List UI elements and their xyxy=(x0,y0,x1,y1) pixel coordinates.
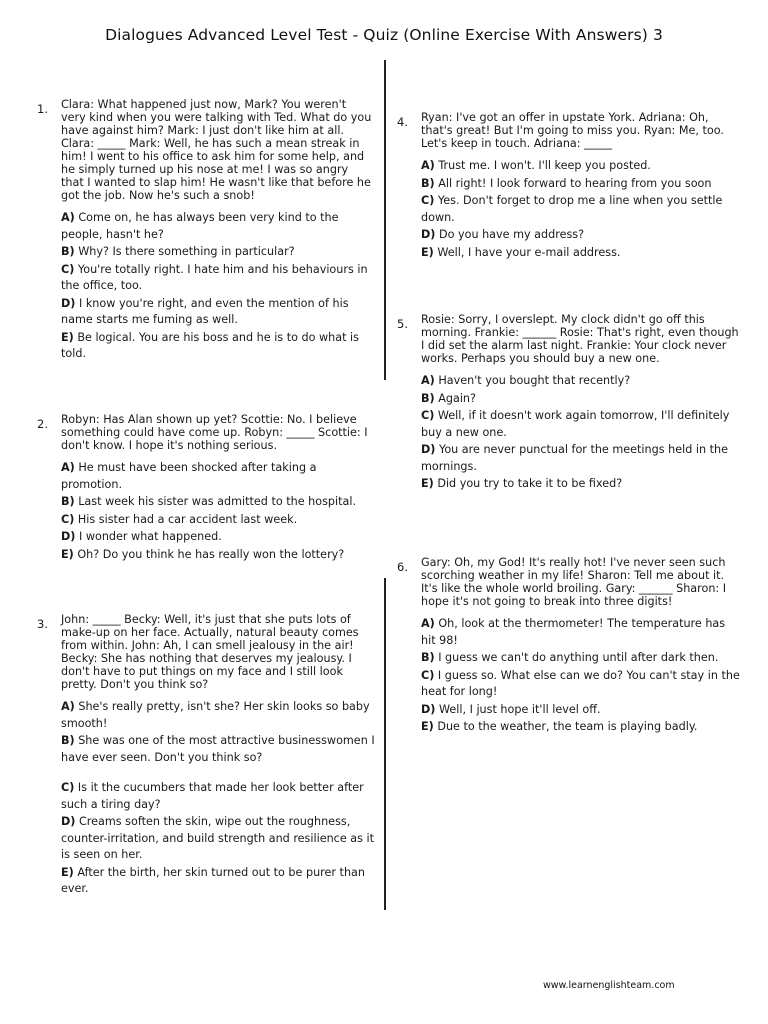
answer-option-b[interactable] xyxy=(61,244,373,261)
option-letter: A) xyxy=(421,159,435,172)
question-prompt: Gary: Oh, my God! It's really hot! I've never seen such scorching weather in my life! Sharon: Tell me about it. It's like the whole world broiling. Gary: ______ Sharon: I hope it's not going to break into three digits! xyxy=(421,556,727,608)
option-text: Yes. Don't forget to drop me a line when you settle down. xyxy=(421,194,723,224)
option-text: You are never punctual for the meetings held in the mornings. xyxy=(421,443,728,473)
answer-option-d[interactable] xyxy=(421,702,741,719)
answer-option-d[interactable] xyxy=(61,814,375,864)
option-text: She's really pretty, isn't she? Her skin looks so baby smooth! xyxy=(61,700,370,730)
option-letter: E) xyxy=(421,245,434,259)
option-letter: E) xyxy=(61,865,74,879)
option-letter: E) xyxy=(421,720,434,733)
option-letter: D) xyxy=(61,815,76,828)
option-letter: B) xyxy=(61,734,75,747)
answer-option-b[interactable] xyxy=(421,176,741,193)
question-4 xyxy=(397,111,741,262)
option-text: I know you're right, and even the mention of his name starts me fuming as well. xyxy=(61,296,349,326)
answer-option-e[interactable] xyxy=(421,719,741,736)
option-text: You're totally right. I hate him and his behaviours in the office, too. xyxy=(61,262,368,292)
option-letter: A) xyxy=(61,700,75,713)
option-letter: C) xyxy=(61,512,75,526)
option-letter: D) xyxy=(61,296,76,310)
answer-option-a[interactable] xyxy=(421,616,741,649)
column-divider-bottom xyxy=(384,578,386,910)
option-letter: A) xyxy=(61,461,75,474)
option-letter: B) xyxy=(61,245,75,258)
option-letter: D) xyxy=(61,530,76,543)
question-3 xyxy=(37,613,375,899)
option-text: Again? xyxy=(438,391,476,405)
answer-option-a[interactable] xyxy=(421,373,741,390)
question-number: 4. xyxy=(397,115,408,129)
answer-option-e[interactable] xyxy=(61,865,375,898)
option-text: Trust me. I won't. I'll keep you posted. xyxy=(438,159,651,172)
option-text: Did you try to take it to be fixed? xyxy=(437,477,623,490)
question-number: 5. xyxy=(397,317,408,331)
option-letter: D) xyxy=(421,228,436,241)
question-number: 1. xyxy=(37,102,48,116)
option-text: I guess so. What else can we do? You can't stay in the heat for long! xyxy=(421,668,740,698)
option-letter: C) xyxy=(421,668,435,682)
question-number: 2. xyxy=(37,417,48,431)
column-divider-top xyxy=(384,60,386,380)
option-letter: C) xyxy=(61,262,75,276)
answer-option-c[interactable] xyxy=(421,408,741,441)
option-letter: A) xyxy=(421,374,435,387)
option-text: Well, I just hope it'll level off. xyxy=(438,702,601,716)
option-text: Well, I have your e-mail address. xyxy=(437,245,621,259)
option-letter: E) xyxy=(61,330,74,344)
option-text: Haven't you bought that recently? xyxy=(438,374,631,387)
option-text: She was one of the most attractive businesswomen I have ever seen. Don't you think so? xyxy=(61,734,375,764)
option-text: Well, if it doesn't work again tomorrow, I'll definitely buy a new one. xyxy=(421,409,730,439)
answer-option-c[interactable] xyxy=(421,668,741,701)
footer-website-link[interactable]: www.learnenglishteam.com xyxy=(543,980,675,991)
option-text: Is it the cucumbers that made her look better after such a tiring day? xyxy=(61,781,364,811)
option-letter: D) xyxy=(421,702,436,716)
answer-option-d[interactable] xyxy=(61,296,373,329)
answer-option-c[interactable] xyxy=(61,780,375,813)
option-text: Due to the weather, the team is playing badly. xyxy=(437,720,698,733)
option-letter: E) xyxy=(421,477,434,490)
answer-option-b[interactable] xyxy=(421,650,741,667)
option-letter: C) xyxy=(421,194,435,207)
option-letter: D) xyxy=(421,443,436,456)
answer-option-a[interactable] xyxy=(61,210,373,243)
option-text: I guess we can't do anything until after dark then. xyxy=(438,651,719,664)
answer-option-c[interactable] xyxy=(61,512,373,529)
question-prompt: Ryan: I've got an offer in upstate York. Adriana: Oh, that's great! But I'm going to miss you. Ryan: Me, too. Let's keep in touch. Adriana: _____ xyxy=(421,111,724,150)
option-letter: B) xyxy=(421,391,435,405)
answer-option-d[interactable] xyxy=(421,227,741,244)
option-text: All right! I look forward to hearing from you soon xyxy=(438,176,712,190)
option-letter: C) xyxy=(421,409,435,422)
question-5 xyxy=(397,313,741,494)
option-text: Creams soften the skin, wipe out the roughness, counter-irritation, and build strength and resilience as it is seen on her. xyxy=(61,815,375,861)
option-text: I wonder what happened. xyxy=(78,530,222,543)
option-text: Come on, he has always been very kind to the people, hasn't he? xyxy=(61,211,339,241)
option-text: Do you have my address? xyxy=(438,228,585,241)
answer-option-e[interactable] xyxy=(421,476,741,493)
answer-option-b[interactable] xyxy=(61,733,375,766)
option-letter: A) xyxy=(61,211,75,224)
option-letter: B) xyxy=(421,651,435,664)
option-text: He must have been shocked after taking a promotion. xyxy=(61,461,317,491)
question-prompt: Clara: What happened just now, Mark? You weren't very kind when you were talking with Ted. What do you have against him? Mark: I just don't like him at all. Clara: _____ Mark: Well, he has such a mean streak in him! I went to his office to ask him for some help, and he simply turned up his nose at me! I was so angry that I wanted to slap him! He wasn't like that before he got the job. Now he's such a snob! xyxy=(61,98,372,202)
answer-option-d[interactable] xyxy=(61,529,373,546)
answer-option-e[interactable] xyxy=(61,330,373,363)
answer-option-a[interactable] xyxy=(61,460,373,493)
answer-option-a[interactable] xyxy=(421,158,741,175)
option-text: Last week his sister was admitted to the hospital. xyxy=(78,495,357,508)
question-1 xyxy=(37,98,373,364)
question-number: 3. xyxy=(37,617,48,631)
option-text: Oh? Do you think he has really won the lottery? xyxy=(77,547,345,561)
option-text: After the birth, her skin turned out to be purer than ever. xyxy=(61,865,365,895)
option-letter: A) xyxy=(421,617,435,630)
option-letter: C) xyxy=(61,781,75,794)
page-title: Dialogues Advanced Level Test - Quiz (Online Exercise With Answers) 3 xyxy=(105,26,663,44)
option-letter: B) xyxy=(61,495,75,508)
option-text: Oh, look at the thermometer! The temperature has hit 98! xyxy=(421,617,726,647)
answer-option-e[interactable] xyxy=(61,547,373,564)
question-prompt: John: _____ Becky: Well, it's just that she puts lots of make-up on her face. Actually, natural beauty comes from within. John: Ah, I can smell jealousy in the air! Becky: She has nothing that deserves my jealousy. I don't have to put things on my face and I still look pretty. Don't you think so? xyxy=(61,613,359,691)
option-letter: E) xyxy=(61,547,74,561)
option-text: Why? Is there something in particular? xyxy=(78,245,295,258)
answer-option-d[interactable] xyxy=(421,442,741,475)
question-prompt: Robyn: Has Alan shown up yet? Scottie: No. I believe something could have come up. Robyn: _____ Scottie: I don't know. I hope it's nothing serious. xyxy=(61,413,368,452)
answer-option-b[interactable] xyxy=(421,391,741,408)
option-letter: B) xyxy=(421,176,435,190)
answer-option-c[interactable] xyxy=(61,262,373,295)
question-2 xyxy=(37,413,373,564)
question-prompt: Rosie: Sorry, I overslept. My clock didn't go off this morning. Frankie: ______ Rosie: That's right, even though I did set the alarm last night. Frankie: Your clock never works. Perhaps you should buy a new one. xyxy=(421,313,739,365)
question-number: 6. xyxy=(397,560,408,574)
answer-option-b[interactable] xyxy=(61,494,373,511)
question-6 xyxy=(397,556,741,737)
answer-option-a[interactable] xyxy=(61,699,375,732)
answer-option-c[interactable] xyxy=(421,193,741,226)
option-text: Be logical. You are his boss and he is to do what is told. xyxy=(61,330,359,360)
option-text: His sister had a car accident last week. xyxy=(77,512,298,526)
answer-option-e[interactable] xyxy=(421,245,741,262)
